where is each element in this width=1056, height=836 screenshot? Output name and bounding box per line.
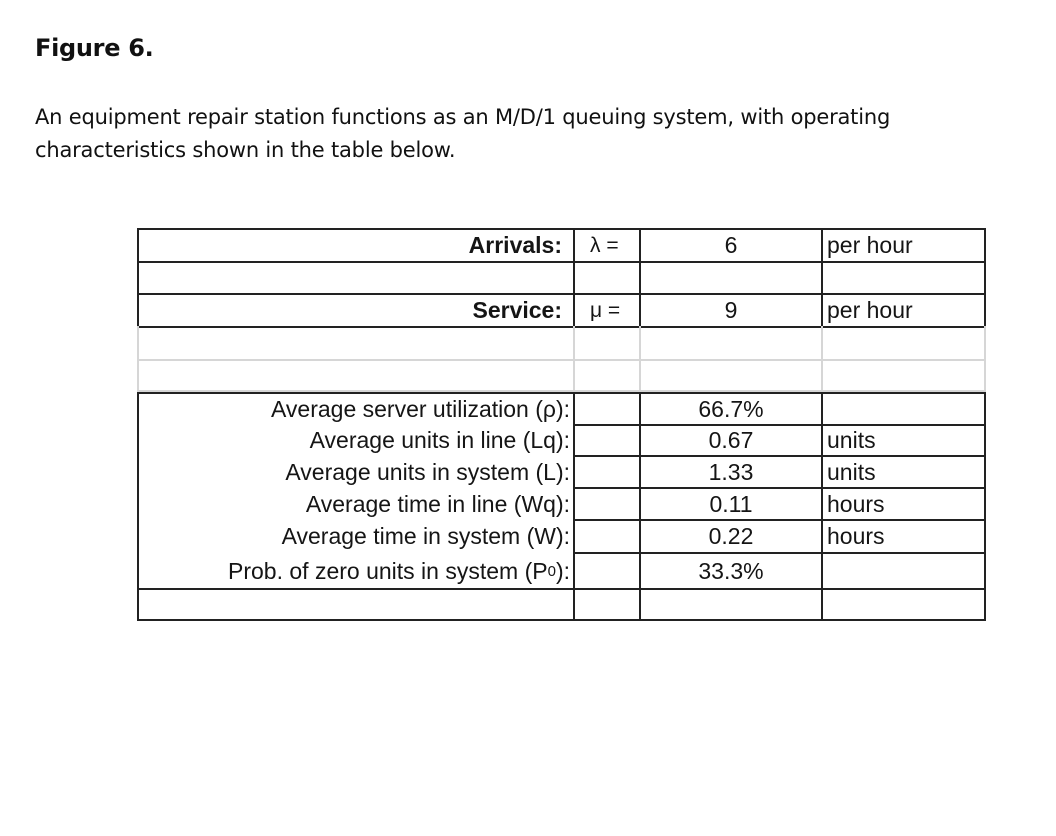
grid-line: [639, 326, 641, 392]
result-label: [139, 554, 570, 588]
service-rate-symbol: μ =: [590, 298, 621, 322]
grid-line: [137, 619, 986, 621]
result-label: Average units in line (Lq):: [309, 427, 570, 453]
result-label: Average server utilization (ρ):: [271, 395, 570, 422]
grid-line: [573, 392, 575, 621]
result-value: 1.33: [708, 458, 754, 485]
grid-line: [137, 261, 986, 263]
grid-line: [573, 228, 575, 326]
result-value: 0.67: [708, 427, 754, 453]
result-unit: hours: [827, 490, 885, 517]
result-value: 0.22: [708, 523, 754, 549]
service-rate-value: 9: [724, 297, 738, 323]
arrival-rate-symbol: λ =: [590, 233, 619, 257]
grid-line: [984, 392, 986, 621]
arrival-rate-value: 6: [724, 232, 738, 258]
grid-line: [137, 588, 986, 590]
result-unit: hours: [827, 523, 885, 549]
result-unit: [827, 554, 982, 588]
service-label: Service:: [472, 297, 562, 323]
figure-title: Figure 6.: [35, 34, 154, 62]
grid-line: [821, 228, 823, 326]
arrival-rate-unit: per hour: [827, 232, 913, 258]
grid-line: [821, 392, 823, 621]
figure-description: An equipment repair station functions as an M/D/1 queuing system, with operating characteristics shown in the table below.: [35, 105, 891, 162]
grid-line: [984, 228, 986, 326]
service-rate-unit: per hour: [827, 297, 913, 323]
result-unit: units: [827, 458, 876, 485]
result-label: Average time in system (W):: [281, 523, 570, 549]
result-label: Average units in system (L):: [285, 458, 570, 485]
result-unit: units: [827, 427, 876, 453]
result-label-subscript: 0: [547, 562, 556, 580]
grid-line: [137, 326, 986, 328]
grid-line: [821, 326, 823, 392]
grid-line: [573, 326, 575, 392]
arrivals-label: Arrivals:: [468, 232, 562, 258]
result-value: 66.7%: [698, 395, 764, 422]
queuing-results-table: [137, 228, 986, 621]
grid-line: [137, 359, 986, 361]
result-label-prefix: Prob. of zero units in system (P: [228, 557, 548, 584]
result-value: 0.11: [709, 490, 753, 517]
result-label-suffix: ):: [555, 557, 570, 584]
grid-line: [984, 326, 986, 392]
result-value: 33.3%: [698, 557, 764, 584]
result-label: Average time in line (Wq):: [305, 490, 570, 517]
result-unit: [827, 394, 982, 424]
grid-line: [137, 326, 139, 392]
